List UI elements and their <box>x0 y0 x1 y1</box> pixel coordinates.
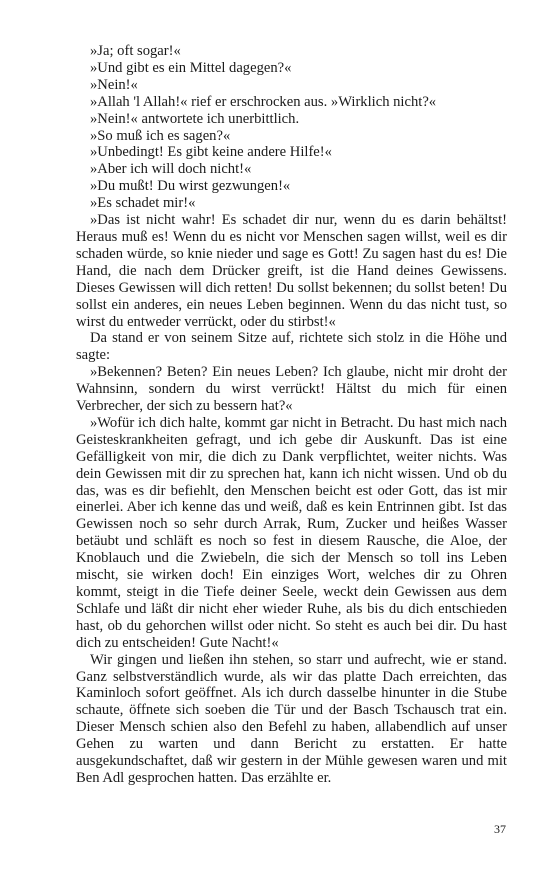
paragraph-6: »So muß ich es sagen?« <box>90 127 231 144</box>
paragraph-4: »Allah 'l Allah!« rief er erschrocken aus. »Wirklich nicht?« <box>90 93 437 110</box>
page-number: 37 <box>494 822 506 836</box>
paragraph-12: Da stand er von seinem Sitze auf, richtete sich stolz in die Höhe und sagte: <box>76 330 507 364</box>
paragraph-8: »Aber ich will doch nicht!« <box>90 161 252 178</box>
paragraph-5: »Nein!« antwortete ich unerbittlich. <box>90 110 300 127</box>
paragraph-7: »Unbedingt! Es gibt keine andere Hilfe!« <box>90 144 332 161</box>
paragraph-3: »Nein!« <box>90 76 138 93</box>
paragraph-15: Wir gingen und ließen ihn stehen, so starr und aufrecht, wie er stand. Ganz selbstverständlich wurde, als wir das platte Dach erreichten, das Kaminloch sofort geöffnet. Als ich durch dasselbe hinunter in die Stube schaute, öffnete sich soeben die Tür und der Basch Tschausch trat ein. Dieser Mensch schien also den Befehl zu haben, allabendlich auf unser Gehen zu warten und dann Bericht zu erstatten. Er hatte ausgekundschaftet, daß wir gestern in der Mühle gewesen waren und mit Ben Adl gesprochen hatten. Das erzählte er. <box>76 651 507 786</box>
page-text-block <box>76 43 507 787</box>
paragraph-9: »Du mußt! Du wirst gezwungen!« <box>90 178 291 195</box>
paragraph-14: »Wofür ich dich halte, kommt gar nicht in Betracht. Du hast mich nach Geisteskrankheiten gefragt, und ich gebe dir Auskunft. Das ist eine Gefälligkeit von mir, die dich zu Dank verpflichtet, weiter nichts. Was dein Gewissen mit dir zu sprechen hat, kann ich nicht wissen. Und ob du das, was es dir befiehlt, den Menschen beicht est oder Gott, das ist mir einerlei. Aber ich kenne das und weiß, daß es kein Entrinnen gibt. Ist das Gewissen noch so sehr durch Arrak, Rum, Zucker und heißes Wasser betäubt und schläft es noch so fest in diesem Rausche, die Aloe, der Knoblauch und die Zwiebeln, die sich der Mensch so toll ins Leben mischt, sie wirken doch! Ein einziges Wort, welches dir zu Ohren kommt, steigt in die Tiefe deiner Seele, weckt dein Gewissen aus dem Schlafe und läßt dir nicht eher wieder Ruhe, als bis du dich entschieden hast, ob du gehorchen willst oder nicht. So steht es auch bei dir. Du hast dich zu entscheiden! Gute Nacht!« <box>76 414 507 651</box>
paragraph-2: »Und gibt es ein Mittel dagegen?« <box>90 59 292 76</box>
paragraph-10: »Es schadet mir!« <box>90 195 196 212</box>
paragraph-1: »Ja; oft sogar!« <box>90 43 181 59</box>
paragraph-13: »Bekennen? Beten? Ein neues Leben? Ich glaube, nicht mir droht der Wahnsinn, sondern du wirst verrückt! Hältst du mich für einen Verbrecher, der sich zu bessern hat?« <box>76 364 507 415</box>
paragraph-11: »Das ist nicht wahr! Es schadet dir nur, wenn du es darin behältst! Heraus muß es! Wenn du es nicht vor Menschen sagen willst, weil es dir schaden würde, so knie nieder und sage es Gott! Zu sagen hast du es! Die Hand, die nach dem Drücker greift, ist die Hand deines Gewissens. Dieses Gewissen will dich retten! Du sollst bekennen; du sollst beten! Du sollst ein anderes, ein neues Leben beginnen. Wenn du das nicht tust, so wirst du entweder verrückt, oder du stirbst!« <box>76 212 507 330</box>
